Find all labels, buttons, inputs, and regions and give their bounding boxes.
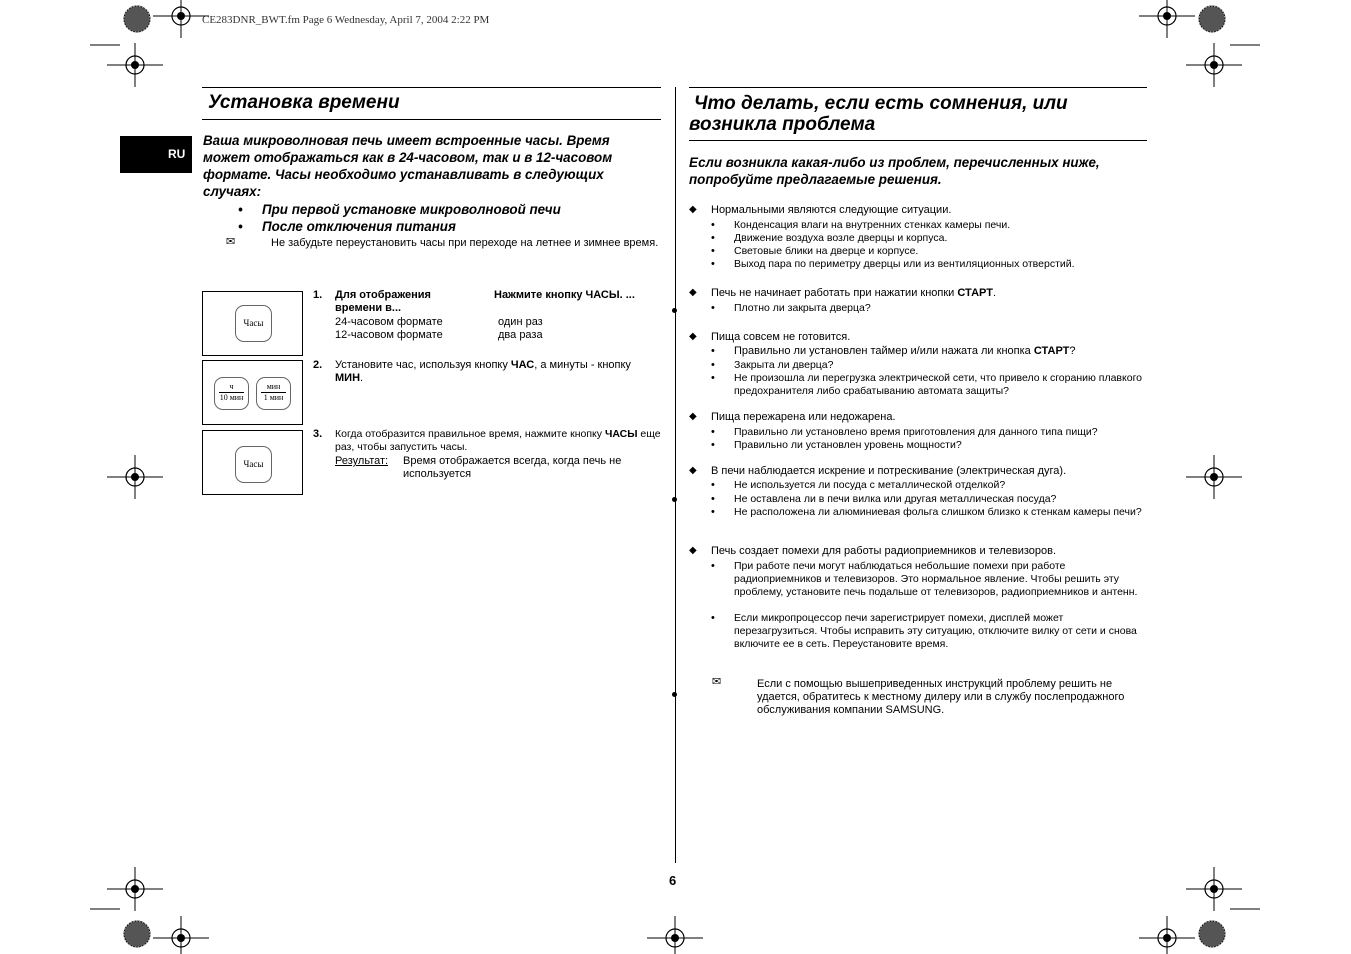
s6-bullet-2: • [711, 612, 715, 624]
side-dot-2 [672, 497, 677, 502]
s3-bullet-3: • [711, 372, 715, 384]
page-number: 6 [669, 873, 677, 888]
step-1-row-2-left: 12-часовом формате [335, 329, 443, 341]
step-2-min-key: МИН [335, 372, 361, 384]
min-button-illustration [256, 377, 291, 410]
s3-bullet-1: • [711, 345, 715, 357]
left-title-rule-bottom [202, 119, 661, 120]
case-item-1: При первой установке микроволновой печи [262, 202, 561, 217]
s5-item-2: Не оставлена ли в печи вилка или другая металлическая посуда? [734, 493, 1057, 505]
s1-head: Нормальными являются следующие ситуации. [711, 204, 952, 216]
case-item-2: После отключения питания [262, 219, 456, 234]
s1-item-3: Световые блики на дверце и корпусе. [734, 245, 919, 257]
clock-button-illustration: Часы [235, 305, 272, 342]
file-header: CE283DNR_BWT.fm Page 6 Wednesday, April 7, 2004 2:22 PM [202, 14, 490, 26]
column-divider [675, 87, 676, 863]
step-1-row-2-right: два раза [498, 329, 543, 341]
s6-item-2: Если микропроцессор печи зарегистрирует помехи, дисплей может перезагрузиться. Чтобы исправить эту ситуацию, отключите вилку от сети и снова включите ее в сеть. Переустановите время. [734, 612, 1137, 650]
s2-head-text: Печь не начинает работать при нажатии кнопки [711, 287, 958, 299]
s2-diamond: ◆ [689, 287, 697, 298]
s4-bullet-1: • [711, 426, 715, 438]
s1-bullet-2: • [711, 232, 715, 244]
s3-item-1 [734, 345, 1076, 358]
s5-head: В печи наблюдается искрение и потрескивание (электрическая дуга). [711, 465, 1067, 477]
step-1-row-1-right: один раз [498, 316, 543, 328]
right-note: Если с помощью вышеприведенных инструкций проблему решить не удается, обратитесь к местному дилеру или в службу послепродажного обслуживания компании SAMSUNG. [757, 678, 1125, 716]
step-2-text-b: , а минуты - кнопку [534, 359, 631, 371]
s1-bullet-1: • [711, 219, 715, 231]
s5-item-3: Не расположена ли алюминиевая фольга слишком близко к стенкам камеры печи? [734, 506, 1142, 518]
result-label [335, 455, 388, 468]
ten-min-label: 10 мин [219, 393, 244, 402]
side-dot-1 [672, 308, 677, 313]
panel-hour-min [202, 360, 303, 425]
s3-bullet-2: • [711, 359, 715, 371]
s1-item-2: Движение воздуха возле дверцы и корпуса. [734, 232, 948, 244]
step-3-text [335, 428, 663, 454]
result-text: Время отображается всегда, когда печь не используется [403, 455, 622, 480]
s5-bullet-2: • [711, 493, 715, 505]
s2-head [711, 287, 996, 300]
case-bullet-1: • [238, 202, 243, 217]
hour-button-illustration [214, 377, 249, 410]
s2-bullet-1: • [711, 302, 715, 314]
step-1-row-1-left: 24-часовом формате [335, 316, 443, 328]
clock-button-illustration-2: Часы [235, 446, 272, 483]
s1-bullet-3: • [711, 245, 715, 257]
right-title-line-1: Что делать, если есть сомнения, или [694, 93, 1068, 114]
panel-clock-1 [202, 291, 303, 356]
step-1-number: 1. [313, 289, 323, 301]
step-2-text [335, 359, 661, 385]
s5-bullet-3: • [711, 506, 715, 518]
left-title: Установка времени [208, 92, 400, 113]
s4-item-2: Правильно ли установлен уровень мощности? [734, 439, 962, 451]
s2-start-key: СТАРТ [957, 287, 993, 299]
step-1-head-left: Для отображения времени в... [335, 289, 431, 314]
case-bullet-2: • [238, 219, 243, 234]
right-note-icon: ✉ [712, 676, 722, 688]
s5-item-1: Не используется ли посуда с металлической отделкой? [734, 479, 1006, 491]
s5-bullet-1: • [711, 479, 715, 491]
step-3-clock-key: ЧАСЫ [604, 428, 638, 440]
hour-button-label: ч [219, 382, 244, 393]
s6-item-1: При работе печи могут наблюдаться небольшие помехи при работе радиоприемников и телевизоров. Это нормальное явление. Чтобы решить эту проблему, установите печь подальше от телевизоров, радиоприемников и антенн. [734, 560, 1138, 598]
step-2-hour-key: ЧАС [510, 359, 535, 371]
s4-diamond: ◆ [689, 411, 697, 422]
one-min-label: 1 мин [263, 393, 284, 402]
step-2-text-c: . [360, 372, 364, 384]
s6-head: Печь создает помехи для работы радиоприемников и телевизоров. [711, 545, 1057, 557]
right-title-line-2: возникла проблема [689, 114, 876, 135]
s3-item-2: Закрыта ли дверца? [734, 359, 834, 371]
result-label-text: Результат: [335, 455, 389, 467]
language-tab [120, 136, 192, 173]
step-2-number: 2. [313, 359, 323, 371]
panel-clock-2 [202, 430, 303, 495]
step-3-text-a: Когда отобразится правильное время, нажмите кнопку [335, 428, 605, 440]
left-title-rule-top [202, 87, 661, 88]
s6-bullet-1: • [711, 560, 715, 572]
s4-head: Пища пережарена или недожарена. [711, 411, 896, 423]
s3-item-3: Не произошла ли перегрузка электрической сети, что привело к сгоранию плавкого предохранителя либо срабатыванию автомата защиты? [734, 372, 1143, 397]
s3-item-1-text: Правильно ли установлен таймер и/или нажата ли кнопка [734, 345, 1034, 357]
step-2-text-a: Установите час, используя кнопку [335, 359, 511, 371]
s2-head-end: . [992, 287, 997, 299]
s1-diamond: ◆ [689, 204, 697, 215]
s1-bullet-4: • [711, 258, 715, 270]
s4-bullet-2: • [711, 439, 715, 451]
left-note: Не забудьте переустановить часы при переходе на летнее и зимнее время. [271, 237, 659, 249]
s3-item-1-end: ? [1069, 345, 1076, 357]
s5-diamond: ◆ [689, 465, 697, 476]
right-title-rule-top [689, 87, 1147, 88]
language-tab-label: RU [168, 147, 186, 161]
s1-item-4: Выход пара по периметру дверцы или из вентиляционных отверстий. [734, 258, 1075, 270]
s1-item-1: Конденсация влаги на внутренних стенках камеры печи. [734, 219, 1011, 231]
s3-diamond: ◆ [689, 331, 697, 342]
step-1-head-right: Нажмите кнопку ЧАСЫ. ... [494, 289, 635, 301]
note-icon: ✉ [226, 236, 236, 248]
s2-item-1: Плотно ли закрыта дверца? [734, 302, 871, 314]
right-title-rule-bottom [689, 140, 1147, 141]
min-button-label: мин [261, 382, 286, 393]
s3-head: Пища совсем не готовится. [711, 331, 851, 343]
side-dot-3 [672, 692, 677, 697]
s6-diamond: ◆ [689, 545, 697, 556]
right-intro: Если возникла какая-либо из проблем, перечисленных ниже, попробуйте предлагаемые решения. [689, 155, 1100, 187]
step-3-number: 3. [313, 428, 323, 440]
s3-start-key: СТАРТ [1033, 345, 1070, 357]
s4-item-1: Правильно ли установлено время приготовления для данного типа пищи? [734, 426, 1098, 438]
step-3-text-b: еще раз, чтобы запустить часы. [335, 428, 661, 453]
left-intro: Ваша микроволновая печь имеет встроенные часы. Время может отображаться как в 24-часовом, так и в 12-часовом формате. Часы необходимо устанавливать в следующих случаях: [203, 133, 613, 199]
